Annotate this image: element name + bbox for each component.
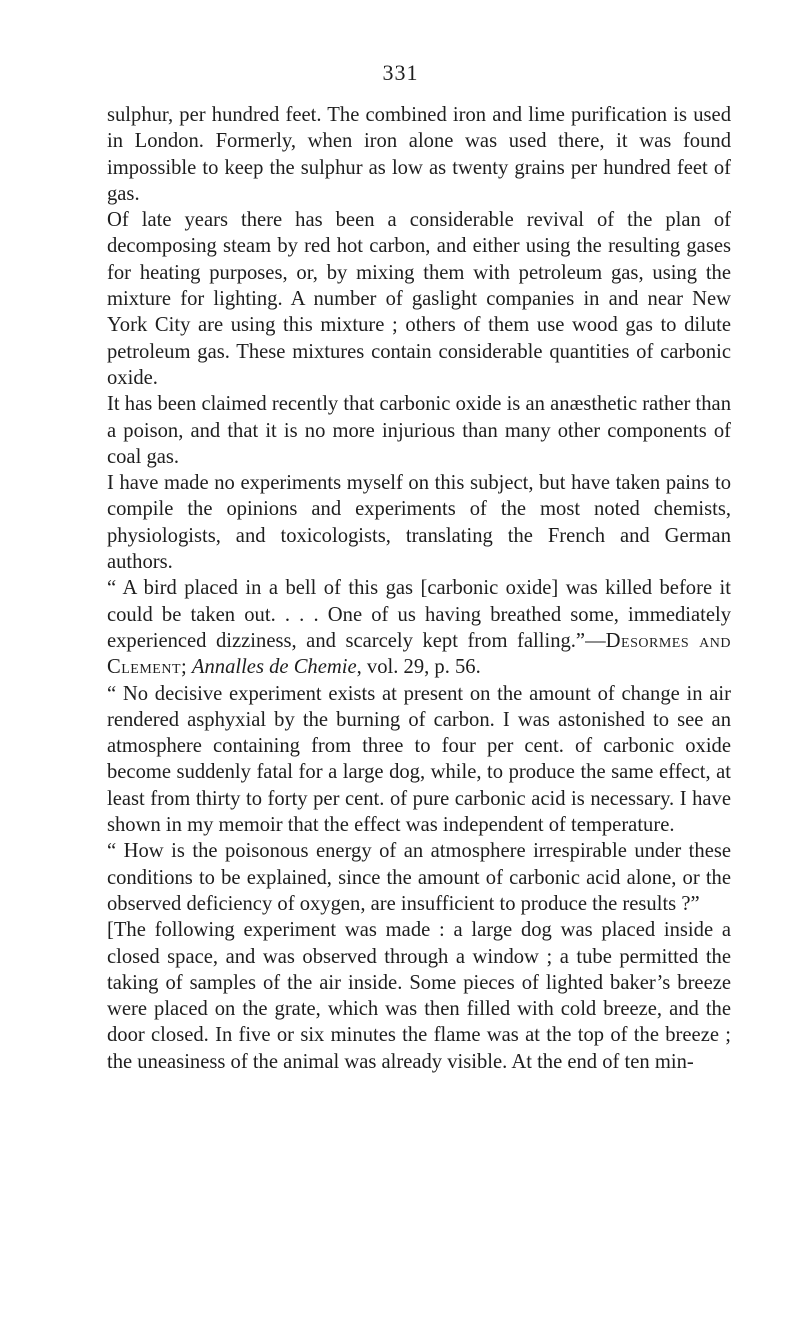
citation-journal: Annalles de Chemie — [191, 656, 357, 679]
paragraph-author-note: I have made no experiments myself on this subject, but have taken pains to compile the opinions and experiments of the most noted chemists, physiologists, and toxicologists, translating the French and German authors. — [107, 472, 731, 574]
paragraph-bird-quote — [107, 575, 731, 680]
paragraph-anaesthetic-claim: It has been claimed recently that carbonic oxide is an anæsthetic rather than a poison, and that it is no more injurious than many other components of coal gas. — [107, 393, 731, 468]
paragraph-experiment: [The following experiment was made : a large dog was placed inside a closed space, and was observed through a window ; a tube permitted the taking of samples of the air inside. Some pieces of lighted baker’s breeze were placed on the grate, which was then filled with cold breeze, and the door closed. In five or six minutes the flame was at the top of the breeze ; the uneasiness of the animal was already visible. At the end of ten min- — [107, 919, 731, 1073]
body-text — [107, 102, 731, 1075]
quote-text: “ A bird placed in a bell of this gas [carbonic oxide] was killed before it could be taken out. . . . One of us having breathed some, immediately experienced dizziness, and scarcely kept from falling.”— — [107, 577, 731, 652]
citation-separator: ; — [181, 656, 192, 679]
paragraph-dog-quote: “ No decisive experiment exists at present on the amount of change in air rendered asphyxial by the burning of carbon. I was astonished to see an atmosphere containing from three to four per cent. of carbonic oxide become suddenly fatal for a large dog, while, to produce the same effect, at least from thirty to forty per cent. of pure carbonic acid is necessary. I have shown in my memoir that the effect was independent of temperature. — [107, 682, 731, 837]
paragraph-carbonic-oxide-mixtures: Of late years there has been a considerable revival of the plan of decomposing steam by red hot carbon, and either using the resulting gases for heating purposes, or, by mixing them with petroleum gas, using the mixture for lighting. A number of gaslight companies in and near New York City are using this mixture ; others of them use wood gas to dilute petroleum gas. These mixtures contain considerable quantities of carbonic oxide. — [107, 209, 731, 389]
page-number: 331 — [382, 60, 419, 85]
citation-volume: , vol. 29, p. 56. — [356, 656, 481, 679]
paragraph-continuation: sulphur, per hundred feet. The combined iron and lime purification is used in London. Formerly, when iron alone was used there, it was found impossible to keep the sulphur as low as twenty grains per hundred feet of gas. — [107, 104, 731, 205]
citation-authors: Desormes and Clement — [107, 629, 731, 679]
paragraph-poisonous-energy: “ How is the poisonous energy of an atmosphere irrespirable under these conditions to be explained, since the amount of carbonic acid alone, or the observed deficiency of oxygen, are insufficient to produce the results ?” — [107, 840, 731, 915]
